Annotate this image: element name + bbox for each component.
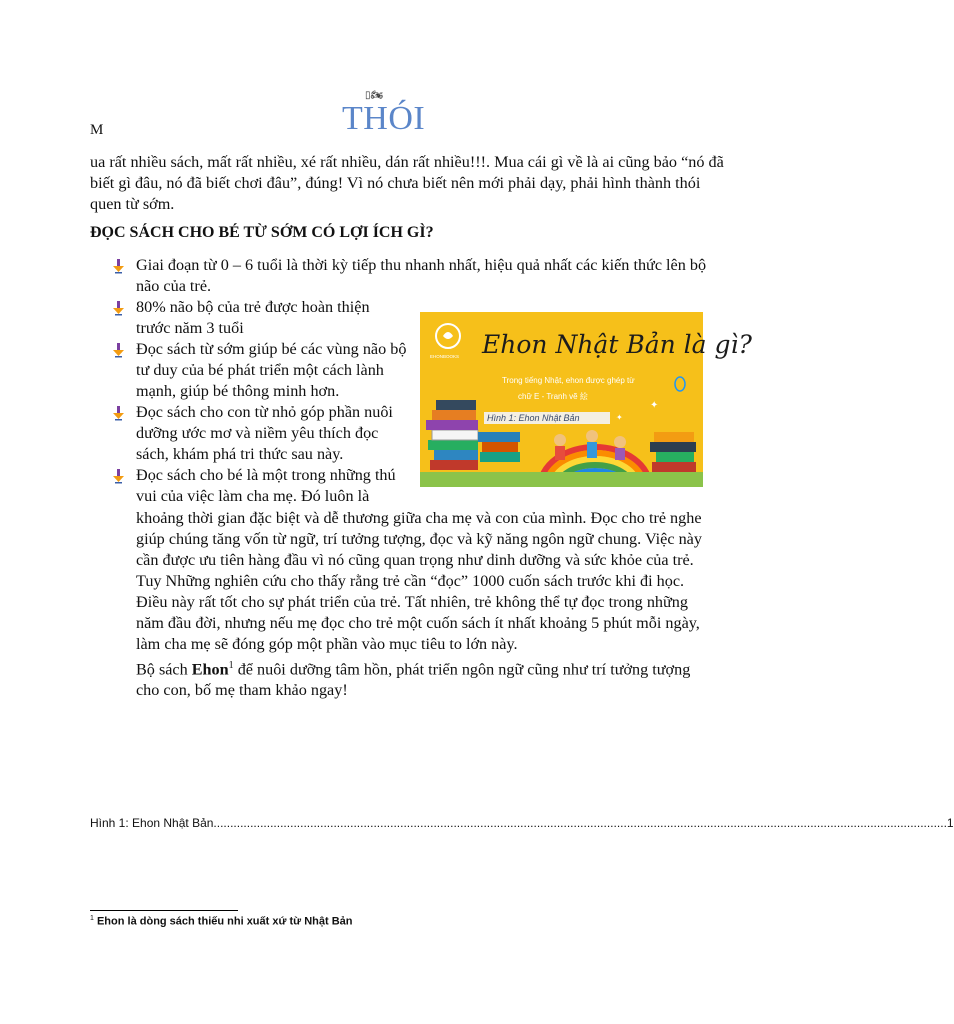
body-paragraph — [136, 508, 731, 701]
bullet-text-line: Đọc sách cho con từ nhỏ góp phần nuôi — [136, 403, 393, 421]
child-figure — [586, 430, 598, 442]
bullet-text-line: vui của việc làm cha mẹ. Đó luôn là — [136, 487, 370, 505]
text-run: để nuôi dưỡng tâm hồn, phát triển ngôn ngữ cũng như trí tưởng tượng — [233, 660, 691, 679]
text-line: khoảng thời gian đặc biệt và dễ thương giữa cha mẹ và con của mình. Đọc cho trẻ nghe — [136, 509, 702, 527]
balloon-icon — [675, 377, 685, 391]
ehon-paragraph — [136, 655, 731, 680]
book-stack-icon — [426, 400, 520, 470]
text-line: Tuy Những nghiên cứu cho thấy rằng trẻ cần “đọc” 1000 cuốn sách trước khi đi học. — [136, 572, 685, 590]
drop-cap: M — [90, 122, 104, 138]
bullet-text-line: dưỡng ước mơ và niềm yêu thích đọc — [136, 424, 379, 442]
page-title: THÓI — [342, 100, 426, 137]
logo-text: EHONBOOKS — [430, 354, 460, 359]
figure-subtitle: chữ E - Tranh vẽ 絵 — [518, 392, 588, 401]
child-figure — [614, 436, 626, 448]
bullet-text-line: Giai đoạn từ 0 – 6 tuổi là thời kỳ tiếp thu nhanh nhất, hiệu quả nhất các kiến thức lên bộ — [136, 256, 707, 274]
bullet-text-line: 80% não bộ của trẻ được hoàn thiện — [136, 298, 370, 316]
toc-label: Hình 1: Ehon Nhật Bản — [90, 816, 214, 830]
child-figure — [554, 434, 566, 446]
bullet-text-line: Đọc sách cho bé là một trong những thú — [136, 466, 396, 484]
text-line: năm đầu đời, nhưng nếu mẹ đọc cho trẻ một cuốn sách ít nhất khoảng 5 phút mỗi ngày, — [136, 614, 700, 632]
bullet-text-line: Đọc sách từ sớm giúp bé các vùng não bộ — [136, 340, 407, 358]
figure-caption: Hình 1: Ehon Nhật Bản — [484, 412, 610, 424]
footnote-text: Ehon là dòng sách thiếu nhi xuất xứ từ Nhật Bản — [96, 915, 353, 928]
bullet-arrow-icon — [112, 300, 126, 316]
bullet-arrow-icon — [112, 258, 126, 274]
figure-title: Ehon Nhật Bản là gì? — [482, 330, 752, 359]
footnote — [90, 915, 352, 928]
toc-page-number: 1 — [946, 816, 954, 830]
text-line: Điều này rất tốt cho sự phát triển của trẻ. Tất nhiên, trẻ không thể tự đọc trong những — [136, 593, 688, 611]
text-line: giúp chúng tăng vốn từ ngữ, trí tưởng tượng, đọc và kỹ năng ngôn ngữ chung. Việc này — [136, 530, 702, 548]
text-line: làm cha mẹ sẽ đóng góp một phần vào mục tiêu to lớn này. — [136, 635, 518, 653]
bullet-arrow-icon — [112, 342, 126, 358]
table-of-figures-entry[interactable] — [90, 816, 954, 830]
bullet-text-line: mạnh, giúp bé thông minh hơn. — [136, 382, 340, 400]
footnote-separator — [90, 910, 238, 911]
footnote-ref[interactable]: 1 — [228, 660, 234, 671]
footnote-number: 1 — [90, 915, 94, 922]
figure-subtitle: Trong tiếng Nhật, ehon được ghép từ — [502, 376, 635, 385]
ehon-logo-icon — [434, 322, 462, 350]
bullet-arrow-icon — [112, 405, 126, 421]
svg-text:✦: ✦ — [616, 413, 623, 422]
grass-strip — [420, 472, 703, 487]
bullet-text-line: não của trẻ. — [136, 277, 212, 295]
ehon-figure — [420, 312, 752, 487]
intro-paragraph: ua rất nhiều sách, mất rất nhiều, xé rất nhiều, dán rất nhiều!!!. Mua cái gì về là ai cũng bảo “nó đã biết gì đâu, nó đã biết chơi đâu”, đúng! Vì nó chưa biết nên mới phải dạy, phải hình thành thói quen từ sớm. — [90, 153, 724, 213]
svg-text:✦: ✦ — [650, 400, 659, 411]
toc-leader: ............................................................................................................................................................................................................................ — [213, 816, 947, 830]
text-run: Bộ sách — [136, 660, 192, 679]
bullet-arrow-icon — [112, 468, 126, 484]
bullet-text-line: trước năm 3 tuổi — [136, 319, 244, 337]
text-line: cho con, bố mẹ tham khảo ngay! — [136, 681, 348, 700]
ehon-term: Ehon — [191, 660, 229, 679]
book-stack-icon — [650, 432, 696, 472]
bullet-text-line: sách, khám phá tri thức sau này. — [136, 445, 344, 463]
text-line: cần được ưu tiên hàng đầu vì nó cũng quan trọng như dinh dưỡng và sức khỏe của trẻ. — [136, 551, 694, 569]
bullet-text-line: tư duy của bé phát triển một cách lành — [136, 361, 384, 379]
title-glyph: ▯🏍 — [365, 90, 384, 101]
section-heading: ĐỌC SÁCH CHO BÉ TỪ SỚM CÓ LỢI ÍCH GÌ? — [90, 224, 434, 241]
